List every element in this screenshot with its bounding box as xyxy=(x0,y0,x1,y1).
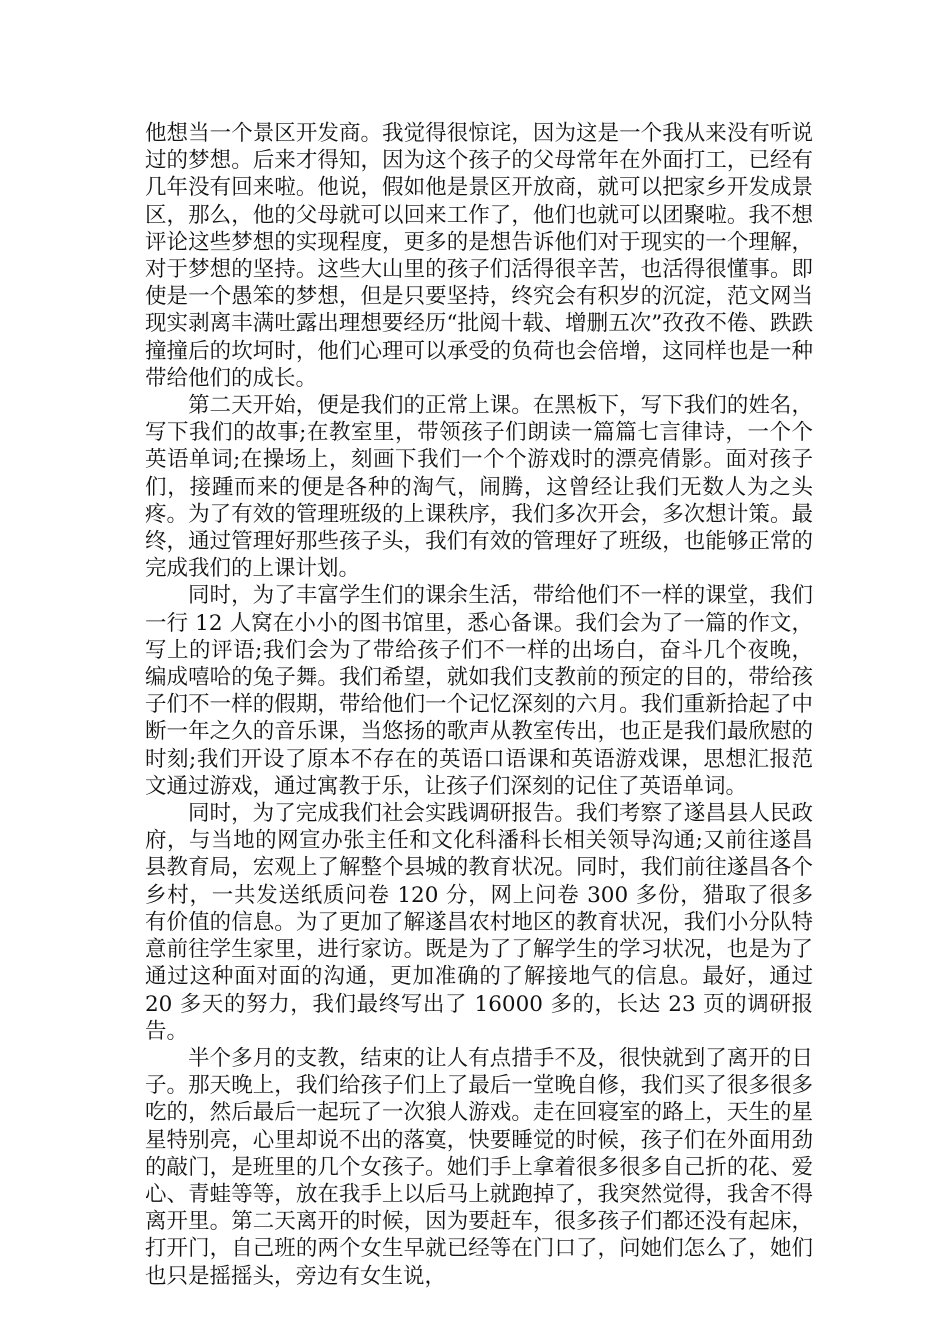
paragraph-1: 他想当一个景区开发商。我觉得很惊诧，因为这是一个我从来没有听说过的梦想。后来才得知，因为这个孩子的父母常年在外面打工，已经有几年没有回来啦。他说，假如他是景区开放商，就可以把家乡开发成景区，那么，他的父母就可以回来工作了，他们也就可以团聚啦。我不想评论这些梦想的实现程度，更多的是想告诉他们对于现实的一个理解，对于梦想的坚持。这些大山里的孩子们活得很辛苦，也活得很懂事。即使是一个愚笨的梦想，但是只要坚持，终究会有积岁的沉淀，范文网当现实剥离丰满吐露出理想要经历“批阅十载、增删五次”孜孜不倦、跌跌撞撞后的坎坷时，他们心理可以承受的负荷也会倍增，这同样也是一种带给他们的成长。 xyxy=(145,121,813,391)
paragraph-5: 半个多月的支教，结束的让人有点措手不及，很快就到了离开的日子。那天晚上，我们给孩子们上了最后一堂晚自修，我们买了很多很多吃的，然后最后一起玩了一次狼人游戏。走在回寝室的路上，天生的星星特别亮，心里却说不出的落寞，快要睡觉的时候，孩子们在外面用劲的敲门，是班里的几个女孩子。她们手上拿着很多很多自己折的花、爱心、青蛙等等，放在我手上以后马上就跑掉了，我突然觉得，我舍不得离开里。第二天离开的时候，因为要赶车，很多孩子们都还没有起床，打开门，自己班的两个女生早就已经等在门口了，问她们怎么了，她们也只是摇摇头，旁边有女生说， xyxy=(145,1045,813,1289)
paragraph-2: 第二天开始，便是我们的正常上课。在黑板下，写下我们的姓名，写下我们的故事;在教室里，带领孩子们朗读一篇篇七言律诗，一个个英语单词;在操场上，刻画下我们一个个游戏时的漂亮倩影。面对孩子们，接踵而来的便是各种的淘气，闹腾，这曾经让我们无数人为之头疼。为了有效的管理班级的上课秩序，我们多次开会，多次想计策。最终，通过管理好那些孩子头，我们有效的管理好了班级，也能够正常的完成我们的上课计划。 xyxy=(145,393,813,582)
paragraph-3: 同时，为了丰富学生们的课余生活，带给他们不一样的课堂，我们一行 12 人窝在小小的图书馆里，悉心备课。我们会为了一篇的作文，写上的评语;我们会为了带给孩子们不一样的出场白，奋斗几个夜晚，编成嘻哈的兔子舞。我们希望，就如我们支教前的预定的目的，带给孩子们不一样的假期，带给他们一个记忆深刻的六月。我们重新拾起了中断一年之久的音乐课，当悠扬的歌声从教室传出，也正是我们最欣慰的时刻;我们开设了原本不存在的英语口语课和英语游戏课，思想汇报范文通过游戏，通过寓教于乐，让孩子们深刻的记住了英语单词。 xyxy=(145,583,813,799)
paragraph-4: 同时，为了完成我们社会实践调研报告。我们考察了遂昌县人民政府，与当地的网宣办张主任和文化科潘科长相关领导沟通;又前往遂昌县教育局，宏观上了解整个县城的教育状况。同时，我们前往遂昌各个乡村，一共发送纸质问卷 120 分，网上问卷 300 多份，猎取了很多有价值的信息。为了更加了解遂昌农村地区的教育状况，我们小分队特意前往学生家里，进行家访。既是为了了解学生的学习状况，也是为了通过这种面对面的沟通，更加准确的了解接地气的信息。最好，通过 20 多天的努力，我们最终写出了 16000 多的，长达 23 页的调研报告。 xyxy=(145,801,813,1044)
document-page xyxy=(145,120,813,1290)
